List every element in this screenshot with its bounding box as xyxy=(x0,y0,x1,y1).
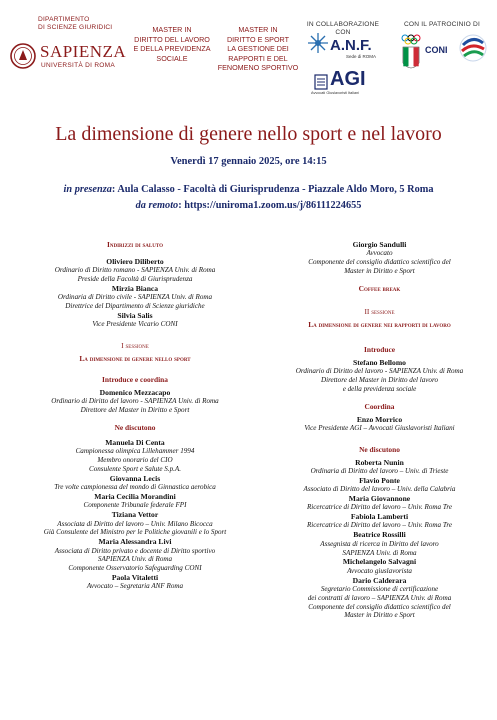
speaker-role: e della previdenza sociale xyxy=(342,384,417,393)
session2-label: II sessione xyxy=(364,306,395,316)
master2-line-2: DIRITTO E SPORT xyxy=(226,34,290,44)
speaker-bianca xyxy=(0,284,270,311)
left-column xyxy=(0,240,270,591)
agi-logo-text: AGI xyxy=(330,68,366,90)
discutono-heading-2: Ne discutono xyxy=(359,444,400,454)
speaker-morandini xyxy=(0,492,270,510)
master1-line-4: SOCIALE xyxy=(156,53,188,63)
speaker-role: SAPIENZA Univ. di Roma xyxy=(97,555,173,564)
speaker-name: Paola Vitaletti xyxy=(111,573,159,583)
speaker-role: Ricercatrice di Diritto del lavoro – Univ. Roma Tre xyxy=(306,521,453,530)
session2-title: La dimensione di genere nei rapporti di lavoro xyxy=(308,319,451,329)
speaker-giovannone xyxy=(262,494,497,512)
presenza-text: : Aula Calasso - Facoltà di Giurisprudenza - Piazzale Aldo Moro, 5 Roma xyxy=(111,184,434,195)
speaker-role: Avvocato – Segretaria ANF Roma xyxy=(86,582,184,591)
speaker-name: Michelangelo Salvagni xyxy=(342,557,417,567)
speaker-salis xyxy=(0,311,270,329)
remoto-label: da remoto xyxy=(135,200,179,211)
speaker-role: Componente Osservatorio Safeguarding CONI xyxy=(68,564,202,573)
speaker-role: dei contratti di lavoro – SAPIENZA Univ. di Roma xyxy=(307,593,452,602)
agi-emblem-icon xyxy=(314,74,328,90)
master1-line-1: MASTER IN xyxy=(152,25,192,34)
agi-sub: Avvocati Giuslavoristi Italiani xyxy=(311,91,360,95)
speaker-role: Vice Presidente AGI – Avvocati Giuslavoristi Italiani xyxy=(304,424,455,433)
session1-label: I sessione xyxy=(121,341,149,351)
speaker-role: Componente del consiglio didattico scientifico del xyxy=(308,258,451,267)
speaker-role: Associato di Diritto del lavoro – Univ. della Calabria xyxy=(303,485,456,494)
speaker-name: Manuela Di Centa xyxy=(105,438,165,448)
introduce-heading: Introduce e coordina xyxy=(102,375,168,385)
speaker-role: Preside della Facoltà di Giurisprudenza xyxy=(77,275,193,284)
event-date: Venerdì 17 gennaio 2025, ore 14:15 xyxy=(170,156,327,167)
speaker-sandulli xyxy=(262,240,497,276)
speaker-role: Ordinario di Diritto romano - SAPIENZA Univ. di Roma xyxy=(54,266,216,275)
saluti-heading: Indirizzi di saluto xyxy=(107,240,163,249)
speaker-name: Giorgio Sandulli xyxy=(352,240,407,249)
speaker-name: Dario Calderara xyxy=(352,575,407,585)
speaker-bellomo xyxy=(262,358,497,394)
speaker-salvagni xyxy=(262,557,497,575)
master2-line-3: LA GESTIONE DEI xyxy=(227,44,289,53)
speaker-role: Già Consulente del Ministro per le Politiche giovanili e lo Sport xyxy=(43,528,227,537)
speaker-role: Ricercatrice di Diritto del lavoro – Univ. Roma Tre xyxy=(306,503,453,512)
patrocinio-label: CON IL PATROCINIO DI xyxy=(403,21,481,28)
speaker-nunin xyxy=(262,458,497,476)
dept-line-2: DI SCIENZE GIURIDICI xyxy=(38,24,113,31)
presenza-line xyxy=(0,184,497,195)
speaker-role: Vice Presidente Vicario CONI xyxy=(92,320,178,329)
speaker-name: Stefano Bellomo xyxy=(353,357,406,367)
speaker-name: Maria Cecilia Morandini xyxy=(94,492,176,502)
master1-line-2: DIRITTO DEL LAVORO xyxy=(134,34,210,44)
speaker-role: Avvocato xyxy=(366,249,393,258)
introduce-heading-2: Introduce xyxy=(363,344,396,354)
speaker-role: Ordinario di Diritto del lavoro - SAPIENZA Univ. di Roma xyxy=(295,367,464,376)
master1-line-3: E DELLA PREVIDENZA xyxy=(133,44,211,53)
speaker-role: Associata di Diritto del lavoro – Univ. Milano Bicocca xyxy=(57,519,213,528)
speaker-role: Associata di Diritto privato e docente di Diritto sportivo xyxy=(54,546,216,555)
header-logos xyxy=(0,0,497,100)
speaker-role: Direttore del Master in Diritto del lavoro xyxy=(320,376,439,385)
speaker-name: Enzo Morrico xyxy=(356,414,403,424)
remoto-line xyxy=(0,200,497,211)
speaker-name: Oliviero Diliberto xyxy=(106,257,164,266)
remoto-link[interactable]: : https://uniroma1.zoom.us/j/86111224655 xyxy=(178,200,362,211)
speaker-name: Maria Giovannone xyxy=(348,494,411,504)
speaker-name: Giovanna Lecis xyxy=(109,474,161,484)
paralympic-logo-icon xyxy=(458,33,488,63)
speaker-vitaletti xyxy=(0,573,270,591)
master-sport-label xyxy=(216,25,300,73)
speaker-role: Componente del consiglio didattico scientifico del xyxy=(308,602,451,611)
speaker-role: Tre volte campionessa del mondo di Ginnastica aerobica xyxy=(54,483,216,492)
coni-logo-text: CONI xyxy=(425,45,448,55)
speaker-role: Direttore del Master in Diritto e Sport xyxy=(80,406,190,415)
coni-shield-icon xyxy=(400,33,422,75)
speaker-role: Componente Tribunale federale FPI xyxy=(83,501,187,510)
page-title: La dimensione di genere nello sport e nel lavoro xyxy=(55,123,442,145)
speaker-role: SAPIENZA Univ. di Roma xyxy=(342,548,417,557)
speaker-name: Silvia Salis xyxy=(117,311,153,321)
master-lavoro-label xyxy=(120,25,224,63)
speaker-role: Ordinario di Diritto del lavoro - SAPIENZA Univ. di Roma xyxy=(51,397,219,406)
speaker-name: Roberta Nunin xyxy=(355,457,404,467)
speaker-name: Flavio Ponte xyxy=(359,476,400,486)
speaker-role: Direttrice del Dipartimento di Scienze giuridiche xyxy=(65,302,205,311)
speaker-lamberti xyxy=(262,512,497,530)
speaker-diliberto xyxy=(0,257,270,284)
speaker-role: Master in Diritto e Sport xyxy=(344,267,415,276)
speaker-role: Consulente Sport e Salute S.p.A. xyxy=(88,465,181,474)
discutono-heading: Ne discutono xyxy=(114,423,156,433)
sapienza-seal-icon xyxy=(10,42,36,70)
dept-line-1: DIPARTIMENTO xyxy=(38,16,90,23)
speaker-lecis xyxy=(0,474,270,492)
anf-logo-text: A.N.F. xyxy=(330,37,372,54)
anf-sub: Sede di ROMA xyxy=(346,54,377,59)
sapienza-logo-text: SAPIENZA xyxy=(40,42,127,61)
master2-line-4: RAPPORTI E DEL xyxy=(228,53,288,63)
speaker-vettor xyxy=(0,510,270,537)
speaker-role: Campionessa olimpica Lillehammer 1994 xyxy=(75,447,195,456)
speaker-role: Master in Diritto e Sport xyxy=(344,611,415,620)
speaker-name: Fabiola Lamberti xyxy=(350,512,409,522)
speaker-role: Segretario Commissione di certificazione xyxy=(320,584,439,593)
speaker-name: Domenico Mezzacapo xyxy=(99,388,171,398)
speaker-ponte xyxy=(262,476,497,494)
speaker-livi xyxy=(0,537,270,573)
speaker-mezzacapo xyxy=(0,388,270,415)
session1-title: La dimensione di genere nello sport xyxy=(79,354,191,364)
speaker-name: Tiziana Vettor xyxy=(111,510,159,520)
speaker-role: Assegnista di ricerca in Diritto del lavoro xyxy=(320,539,439,548)
sapienza-sub: UNIVERSITÀ DI ROMA xyxy=(41,62,116,69)
speaker-role: Membro onorario del CIO xyxy=(97,456,173,465)
coffee-break: Coffee break xyxy=(358,283,401,293)
speaker-name: Beatrice Rossilli xyxy=(353,530,406,540)
speaker-rossilli xyxy=(262,530,497,557)
dept-label xyxy=(38,16,118,32)
anf-emblem-icon xyxy=(307,32,329,54)
speaker-calderara xyxy=(262,576,497,621)
presenza-label: in presenza xyxy=(63,184,112,195)
master2-line-1: MASTER IN xyxy=(238,25,278,34)
coordina-heading: Coordina xyxy=(364,401,395,411)
collab-label: IN COLLABORAZIONE CON xyxy=(306,21,380,36)
speaker-dicenta xyxy=(0,438,270,474)
speaker-name: Maria Alessandra Livi xyxy=(98,537,172,547)
master2-line-5: FENOMENO SPORTIVO xyxy=(217,63,299,72)
speaker-role: Avvocato giuslavorista xyxy=(347,566,412,575)
speaker-role: Ordinaria di Diritto del lavoro – Univ. di Trieste xyxy=(310,467,449,476)
speaker-morrico xyxy=(262,415,497,433)
speaker-role: Ordinaria di Diritto civile - SAPIENZA Univ. di Roma xyxy=(57,293,213,302)
right-column xyxy=(262,240,497,620)
speaker-name: Mirzia Bianca xyxy=(111,284,159,294)
